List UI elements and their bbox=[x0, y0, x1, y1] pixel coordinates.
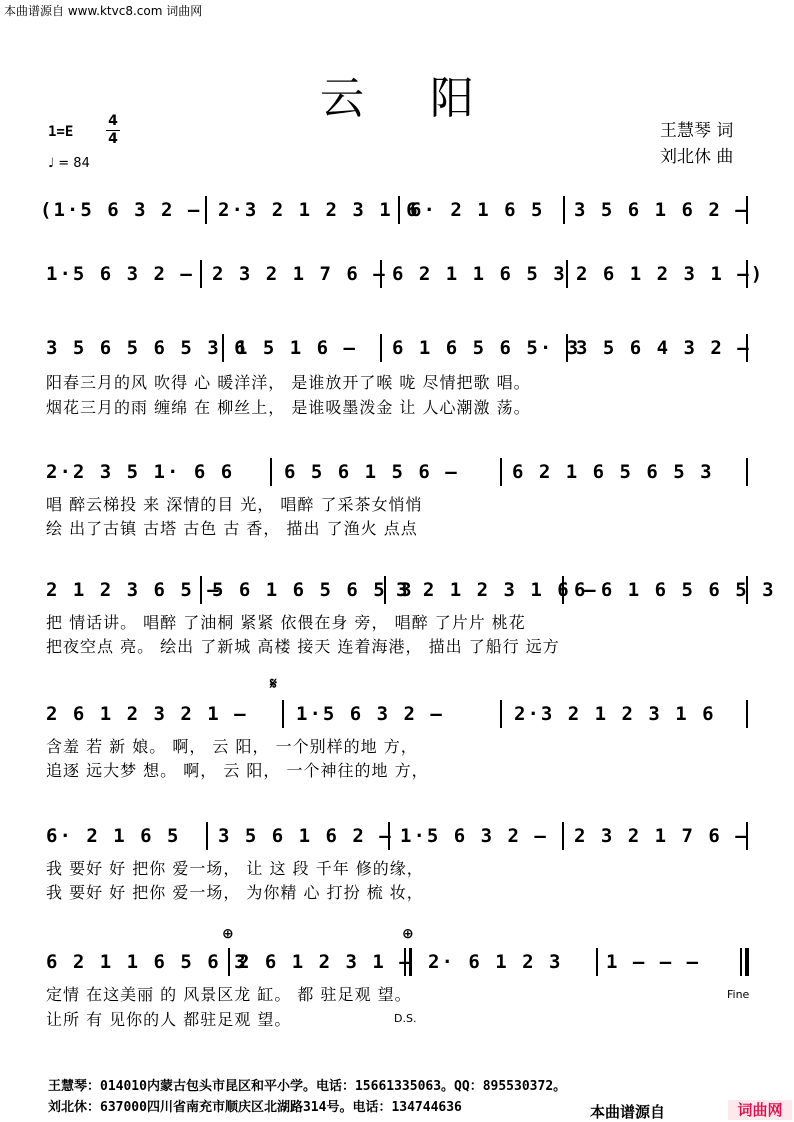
barline bbox=[563, 196, 565, 224]
quarter-note-icon: ♩ bbox=[48, 156, 55, 171]
final-barline-thick bbox=[745, 948, 749, 976]
music-row-4 bbox=[0, 452, 794, 492]
lyric-line: 让所 有 见你的人 都驻足观 望。 bbox=[46, 1010, 292, 1029]
lyric-line: 含羞 若 新 娘。 啊， 云 阳， 一个别样的地 方， bbox=[46, 737, 418, 756]
time-top: 4 bbox=[108, 113, 118, 129]
barline bbox=[380, 334, 382, 362]
music-row-2 bbox=[0, 254, 794, 294]
lyric-line: 把 情话讲。 唱醉 了油桐 紧紧 依偎在身 旁， 唱醉 了片片 桃花 bbox=[46, 613, 526, 632]
barline bbox=[200, 260, 202, 288]
coda-icon: ⊕ bbox=[402, 926, 414, 942]
lyricist-contact: 王慧琴：014010内蒙古包头市昆区和平小学。电话：15661335063。QQ：895530372。 bbox=[48, 1079, 567, 1094]
time-signature bbox=[104, 113, 122, 148]
measure: 3 5 6 1 6 2 – bbox=[218, 825, 393, 847]
measure: (1·5 6 3 2 – bbox=[40, 199, 202, 221]
measure: 2 3 2 1 7 6 – bbox=[574, 825, 749, 847]
measure: 6· 2 1 6 5 bbox=[410, 199, 545, 221]
final-barline-thin bbox=[740, 948, 742, 976]
measure: 1·5 6 3 2 – bbox=[400, 825, 548, 847]
time-bottom: 4 bbox=[108, 131, 118, 147]
lyric-line: 定情 在这美丽 的 风景区龙 缸。 都 驻足观 望。 bbox=[46, 985, 412, 1004]
measure: 2 1 2 3 6 5 – bbox=[46, 579, 221, 601]
measure: 2 3 2 1 7 6 – bbox=[212, 263, 387, 285]
measure: 6· 2 1 6 5 bbox=[46, 825, 181, 847]
measure: 3 2 1 2 3 1 6 – bbox=[396, 579, 598, 601]
measure: 6 1 6 5 6 5· 3 bbox=[392, 337, 581, 359]
barline bbox=[500, 458, 502, 486]
segno-icon: 𝄋 bbox=[270, 674, 277, 693]
lyric-line: 我 要好 好 把你 爱一场， 让 这 段 千年 修的缘， bbox=[46, 859, 424, 878]
barline bbox=[282, 700, 284, 728]
measure: 3 5 6 4 3 2 – bbox=[576, 337, 751, 359]
music-row-6 bbox=[0, 694, 794, 734]
music-row-8 bbox=[0, 942, 794, 982]
barline bbox=[500, 700, 502, 728]
song-title: 云 阳 bbox=[320, 73, 500, 124]
measure: 1·5 6 3 2 – bbox=[46, 263, 194, 285]
lyric-line: 追逐 远大梦 想。 啊， 云 阳， 一个神往的地 方， bbox=[46, 761, 429, 780]
lyric-line: 绘 出了古镇 古塔 古色 古 香， 描出 了渔火 点点 bbox=[46, 519, 418, 538]
measure: 6 6 1 6 5 6 5 3 bbox=[574, 579, 776, 601]
measure: 2 6 1 2 3 2 1 – bbox=[46, 703, 248, 725]
barline bbox=[206, 822, 208, 850]
barline bbox=[596, 948, 598, 976]
composer-credit: 刘北休 曲 bbox=[660, 147, 734, 167]
ds-marking: D.S. bbox=[394, 1012, 417, 1025]
lyricist-credit: 王慧琴 词 bbox=[660, 121, 734, 141]
measure: 6 2 1 1 6 5 6 3 bbox=[46, 951, 248, 973]
measure: 6 2 1 1 6 5 3 bbox=[392, 263, 567, 285]
watermark-logo: 词曲网 bbox=[728, 1100, 792, 1120]
source-header: 本曲谱源自 www.ktvc8.com 词曲网 bbox=[4, 4, 203, 18]
measure: 2·3 2 1 2 3 1 6 bbox=[218, 199, 420, 221]
measure: 1·5 6 3 2 – bbox=[296, 703, 444, 725]
lyric-line: 阳春三月的风 吹得 心 暖洋洋， 是谁放开了喉 咙 尽情把歌 唱。 bbox=[46, 373, 531, 392]
composer-contact: 刘北休：637000四川省南充市顺庆区北湖路314号。电话：134744636 bbox=[48, 1100, 462, 1115]
coda-icon: ⊕ bbox=[222, 926, 234, 942]
lyric-line: 唱 醉云梯投 来 深情的目 光， 唱醉 了采茶女悄悄 bbox=[46, 495, 423, 514]
measure: 1 – – – bbox=[606, 951, 701, 973]
tempo-value: = 84 bbox=[58, 156, 90, 171]
barline bbox=[746, 700, 748, 728]
measure: 1 5 1 6 – bbox=[236, 337, 357, 359]
music-row-1 bbox=[0, 190, 794, 230]
key-signature: 1=E bbox=[48, 124, 74, 140]
tempo-marking bbox=[48, 156, 90, 171]
fine-marking: Fine bbox=[727, 988, 750, 1001]
measure: 2 6 1 2 3 1 – bbox=[238, 951, 413, 973]
measure: 6 2 1 6 5 6 5 3 bbox=[512, 461, 714, 483]
barline bbox=[270, 458, 272, 486]
measure: 5 6 1 6 5 6 5 3 bbox=[212, 579, 414, 601]
measure: 2 6 1 2 3 1 –) bbox=[576, 263, 765, 285]
barline bbox=[205, 196, 207, 224]
lyric-line: 我 要好 好 把你 爱一场， 为你精 心 打扮 梳 妆， bbox=[46, 883, 424, 902]
measure: 2·2 3 5 1· 6 6 bbox=[46, 461, 235, 483]
measure: 6 5 6 1 5 6 – bbox=[284, 461, 459, 483]
measure: 3 5 6 5 6 5 3 6 bbox=[46, 337, 248, 359]
music-row-7 bbox=[0, 816, 794, 856]
barline bbox=[562, 822, 564, 850]
measure: 2·3 2 1 2 3 1 6 bbox=[514, 703, 716, 725]
lyric-line: 烟花三月的雨 缠绵 在 柳丝上， 是谁吸墨泼金 让 人心潮激 荡。 bbox=[46, 398, 531, 417]
measure: 2· 6 1 2 3 bbox=[428, 951, 563, 973]
watermark-source: 本曲谱源自 bbox=[587, 1101, 668, 1122]
music-row-3 bbox=[0, 328, 794, 368]
music-row-5 bbox=[0, 570, 794, 610]
measure: 3 5 6 1 6 2 – bbox=[574, 199, 749, 221]
barline bbox=[746, 458, 748, 486]
lyric-line: 把夜空点 亮。 绘出 了新城 高楼 接天 连着海港， 描出 了船行 远方 bbox=[46, 637, 560, 656]
